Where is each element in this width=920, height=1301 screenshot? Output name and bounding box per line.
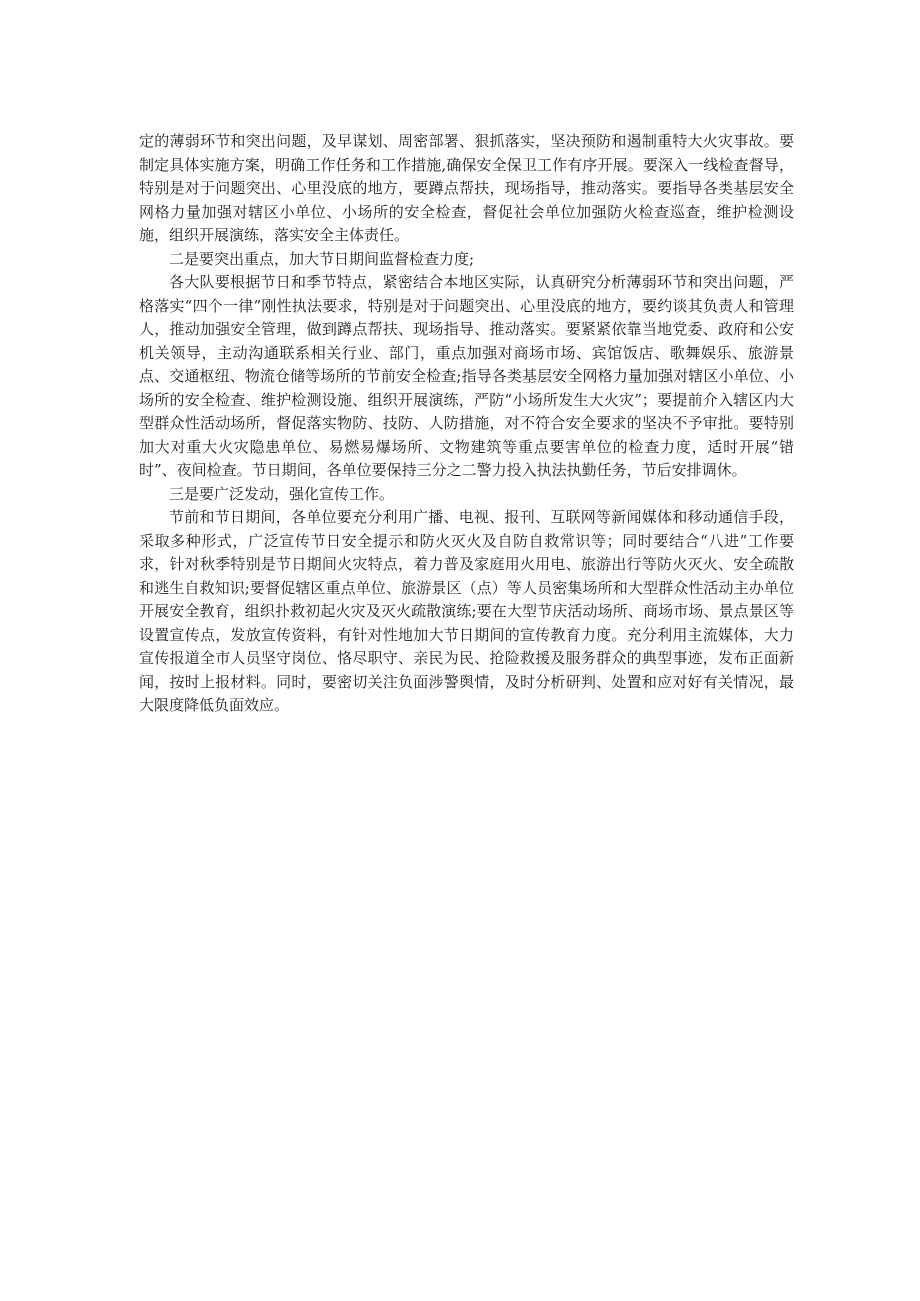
paragraph-inspection: 各大队要根据节日和季节特点，紧密结合本地区实际，认真研究分析薄弱环节和突出问题，严格落实“四个一律”刚性执法要求，特别是对于问题突出、心里没底的地方，要约谈其负责人和管理人，推动加强安全管理，做到蹲点帮扶、现场指导、推动落实。要紧紧依靠当地党委、政府和公安机关领导，主动沟通联系相关行业、部门，重点加强对商场市场、宾馆饭店、歌舞娱乐、旅游景点、交通枢纽、物流仓储等场所的节前安全检查;指导各类基层安全网格力量加强对辖区小单位、小场所的安全检查、维护检测设施、组织开展演练，严防“小场所发生大火灾”；要提前介入辖区内大型群众性活动场所，督促落实物防、技防、人防措施，对不符合安全要求的坚决不予审批。要特别加大对重大火灾隐患单位、易燃易爆场所、文物建筑等重点要害单位的检查力度，适时开展“错时”、夜间检查。节日期间，各单位要保持三分之二警力投入执法执勤任务，节后安排调休。 [139, 273, 794, 479]
paragraph-publicity: 节前和节日期间，各单位要充分利用广播、电视、报刊、互联网等新闻媒体和移动通信手段，采取多种形式，广泛宣传节日安全提示和防火灭火及自防自救常识等；同时要结合“八进”工作要求，针对秋季特别是节日期间火灾特点，着力普及家庭用火用电、旅游出行等防火灭火、安全疏散和逃生自救知识;要督促辖区重点单位、旅游景区（点）等人员密集场所和大型群众性活动主办单位开展安全教育，组织扑救初起火灾及灭火疏散演练;要在大型节庆活动场所、商场市场、景点景区等设置宣传点，发放宣传资料，有针对性地加大节日期间的宣传教育力度。充分利用主流媒体，大力宣传报道全市人员坚守岗位、恪尽职守、亲民为民、抢险救援及服务群众的典型事迹，发布正面新闻，按时上报材料。同时，要密切关注负面涉警舆情，及时分析研判、处置和应对好有关情况，最大限度降低负面效应。 [139, 508, 794, 714]
document-body [139, 130, 794, 718]
section-heading-three: 三是要广泛发动，强化宣传工作。 [169, 484, 395, 503]
paragraph-continuation: 定的薄弱环节和突出问题，及早谋划、周密部署、狠抓落实，坚决预防和遏制重特大火灾事故。要制定具体实施方案，明确工作任务和工作措施,确保安全保卫工作有序开展。要深入一线检查督导，特别是对于问题突出、心里没底的地方，要蹲点帮扶，现场指导，推动落实。要指导各类基层安全网格力量加强对辖区小单位、小场所的安全检查，督促社会单位加强防火检查巡查，维护检测设施，组织开展演练，落实安全主体责任。 [139, 132, 794, 244]
section-heading-two: 二是要突出重点，加大节日期间监督检查力度; [169, 249, 475, 268]
